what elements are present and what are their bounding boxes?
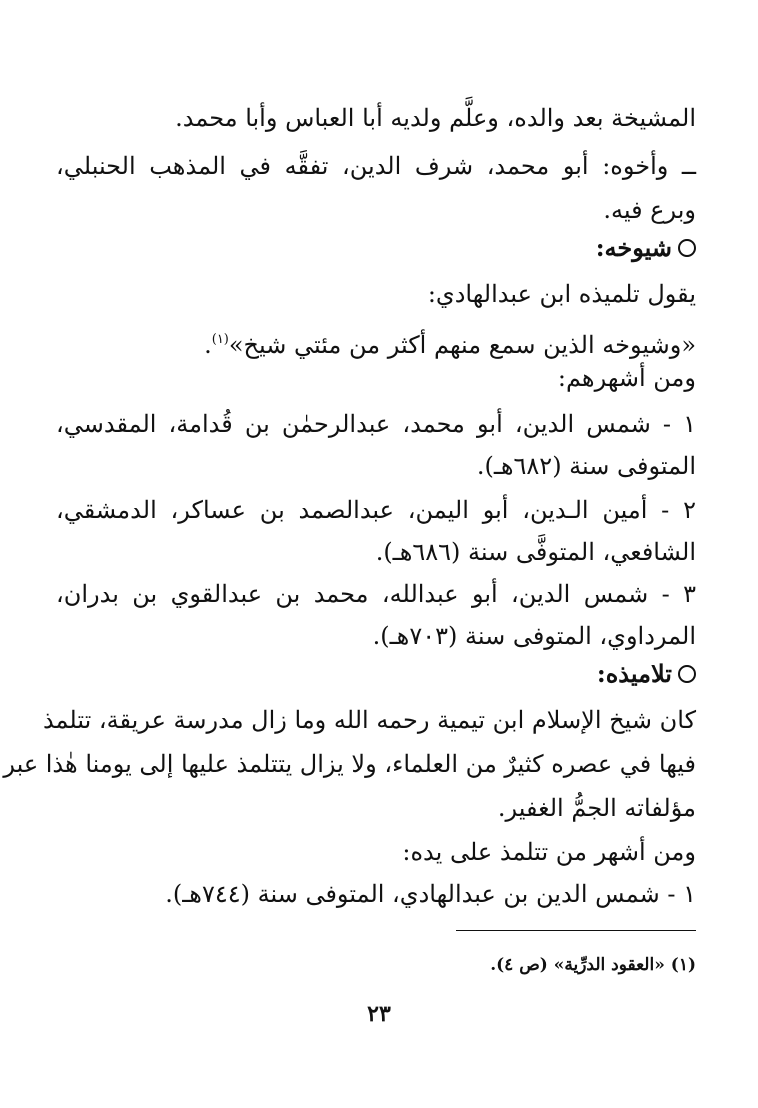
paragraph-line-3: مؤلفاته الجمُّ الغفير.	[497, 794, 696, 822]
footnote-reference: (١)	[211, 332, 229, 347]
paragraph-line-1: كان شيخ الإسلام ابن تيمية رحمه الله وما زال مدرسة عريقة، تتلمذ	[42, 706, 696, 734]
text-line-5: يقول تلميذه ابن عبدالهادي:	[427, 280, 696, 308]
list-item-2-line-2: الشافعي، المتوفَّى سنة (٦٨٦هـ).	[375, 538, 696, 566]
page-number: ٢٣	[367, 1001, 391, 1027]
quote-text: «وشيوخه الذين سمع منهم أكثر من مئتي شيخ»	[228, 331, 696, 359]
footnote: (١) «العقود الدرِّية» (ص ٤).	[490, 955, 696, 975]
text-line-7: ومن أشهرهم:	[557, 364, 696, 392]
section-heading-label: شيوخه:	[595, 233, 672, 262]
quote-line	[56, 322, 696, 363]
list-item-1-line-2: المتوفى سنة (٦٨٢هـ).	[476, 452, 696, 480]
text-line-18: ومن أشهر من تتلمذ على يده:	[402, 838, 696, 866]
text-line-3: وبرع فيه.	[603, 196, 696, 224]
list-item-3-line-2: المرداوي، المتوفى سنة (٧٠٣هـ).	[372, 622, 696, 650]
footnote-separator	[456, 930, 696, 931]
section-heading-talamidh	[56, 656, 696, 692]
text-line-2: ــ وأخوه: أبو محمد، شرف الدين، تفقَّه في المذهب الحنبلي،	[56, 152, 696, 180]
list-item-2-line-1: ٢ - أمين الـدين، أبو اليمن، عبدالصمد بن عساكر، الدمشقي،	[56, 496, 696, 524]
circle-bullet-icon	[678, 665, 696, 683]
list-item-3-line-1: ٣ - شمس الدين، أبو عبدالله، محمد بن عبدالقوي بن بدران،	[56, 580, 696, 608]
list-item-1-line-1: ١ - شمس الدين، أبو محمد، عبدالرحمٰن بن قُدامة، المقدسي،	[56, 410, 696, 438]
text-line-1: المشيخة بعد والده، وعلَّم ولديه أبا العباس وأبا محمد.	[175, 104, 696, 132]
section-heading-shuyukh	[56, 230, 696, 266]
paragraph-line-2: فيها في عصره كثيرٌ من العلماء، ولا يزال يتتلمذ عليها إلى يومنا هٰذا عبر	[3, 750, 696, 778]
list-item-student-1: ١ - شمس الدين بن عبدالهادي، المتوفى سنة (٧٤٤هـ).	[165, 880, 696, 908]
circle-bullet-icon	[678, 239, 696, 257]
quote-end-period: .	[204, 331, 212, 359]
section-heading-label: تلاميذه:	[596, 659, 672, 688]
